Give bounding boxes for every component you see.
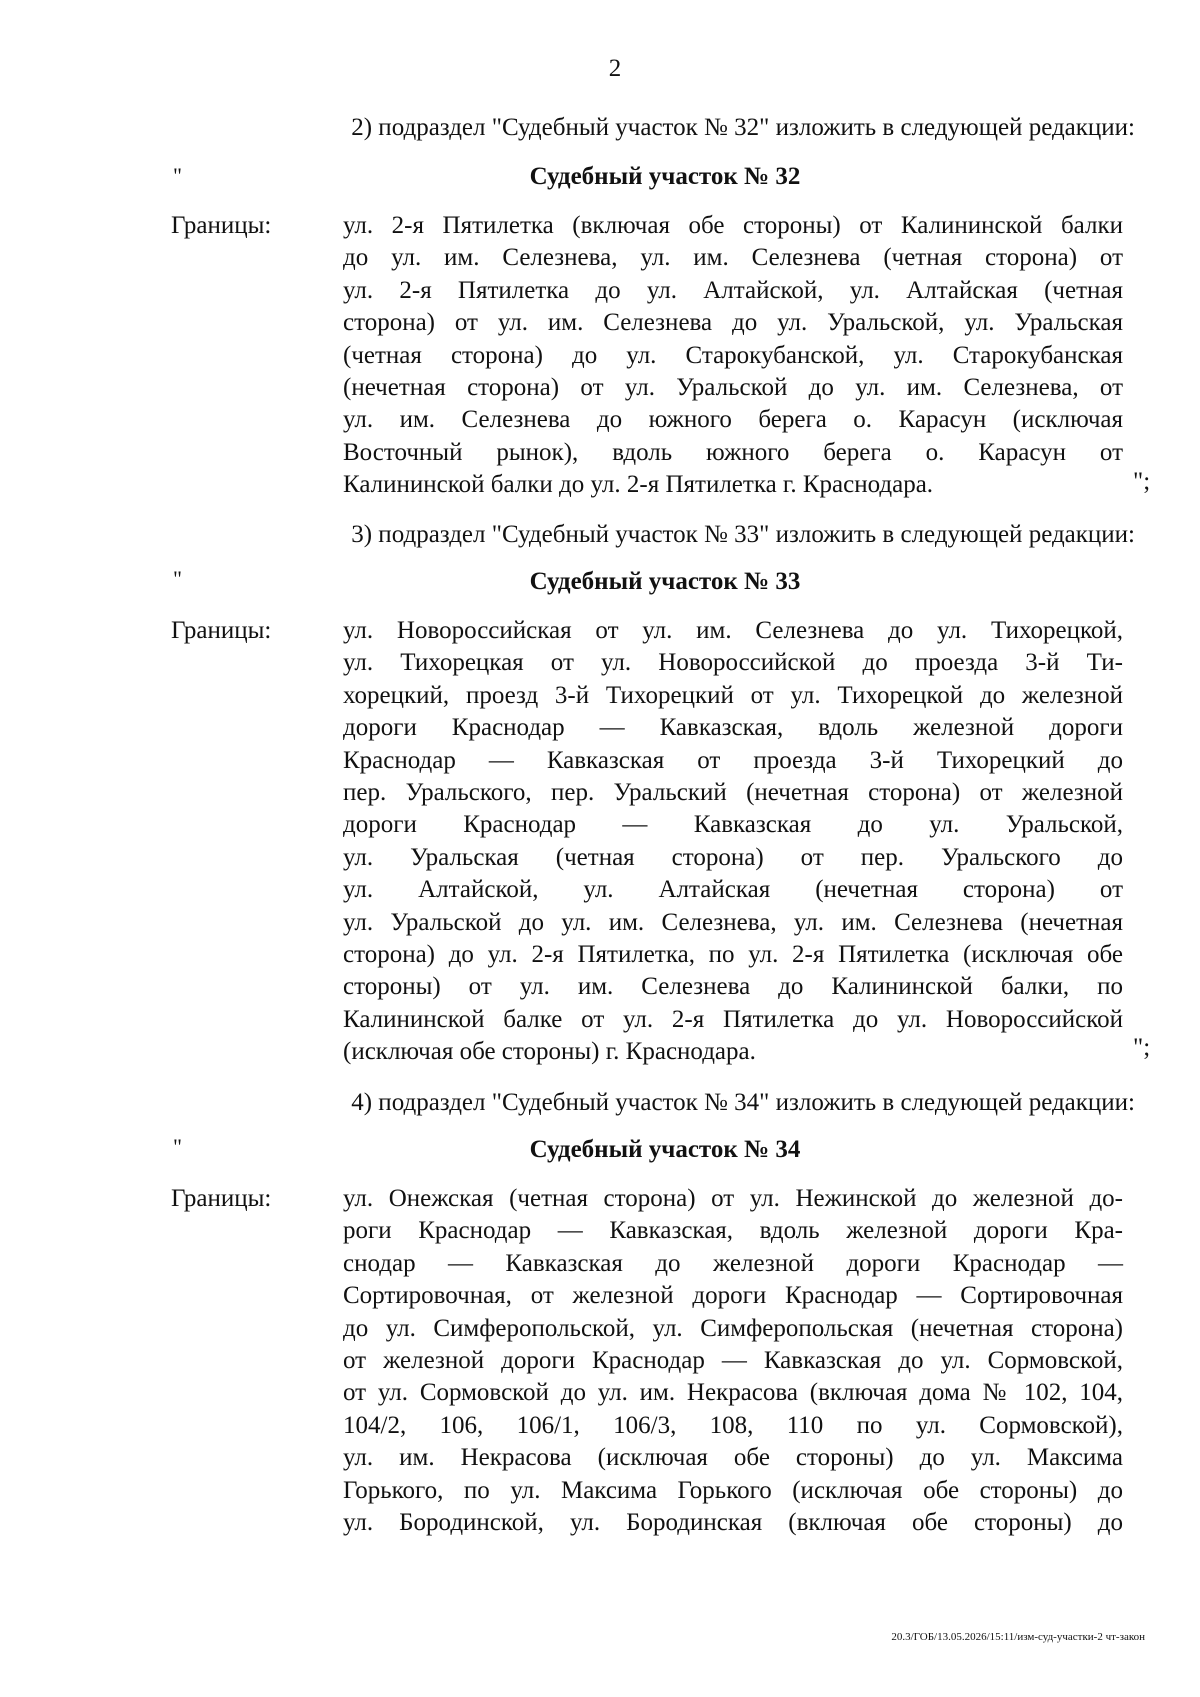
boundary-line: сторона) от ул. им. Селезнева до ул. Уральской, ул. Уральская [343, 309, 1123, 337]
boundary-line: пер. Уральского, пер. Уральский (нечетная сторона) от железной [343, 779, 1123, 807]
boundary-line: Краснодар — Кавказская от проезда 3-й Тихорецкий до [343, 746, 1123, 774]
open-quote: " [173, 1134, 182, 1159]
section-intro-32: 2) подраздел "Судебный участок № 32" изложить в следующей редакции: [351, 114, 1135, 141]
boundary-line: от ул. Сормовской до ул. им. Некрасова (включая дома № 102, 104, [343, 1379, 1123, 1407]
section-intro-34: 4) подраздел "Судебный участок № 34" изложить в следующей редакции: [351, 1089, 1135, 1116]
boundary-line: ул. Онежская (четная сторона) от ул. Нежинской до железной до- [343, 1185, 1123, 1212]
boundary-line: сторона) до ул. 2-я Пятилетка, по ул. 2-я Пятилетка (исключая обе [343, 941, 1123, 969]
section-intro-33: 3) подраздел "Судебный участок № 33" изложить в следующей редакции: [351, 521, 1135, 548]
boundary-line: Горького, по ул. Максима Горького (исключая обе стороны) до [343, 1476, 1123, 1504]
boundary-line: до ул. им. Селезнева, ул. им. Селезнева (четная сторона) от [343, 244, 1123, 272]
section-heading-34: Судебный участок № 34 [529, 1136, 801, 1163]
open-quote: " [173, 566, 182, 591]
boundary-line: ул. Бородинской, ул. Бородинская (включая обе стороны) до [343, 1509, 1123, 1537]
boundary-line: Калининской балки до ул. 2-я Пятилетка г. Краснодара. [343, 471, 934, 499]
boundary-line: ул. 2-я Пятилетка (включая обе стороны) от Калининской балки [343, 212, 1123, 239]
boundary-line: ул. Тихорецкая от ул. Новороссийской до проезда 3-й Ти- [343, 649, 1123, 677]
boundary-line: ул. Алтайской, ул. Алтайская (нечетная сторона) от [343, 876, 1123, 904]
document-footer-code: 20.3/ГОБ/13.05.2026/15:11/изм-суд-участки-2 чт-закон [891, 1631, 1145, 1643]
boundary-line: ул. Новороссийская от ул. им. Селезнева до ул. Тихорецкой, [343, 617, 1123, 644]
boundary-line: ул. 2-я Пятилетка до ул. Алтайской, ул. Алтайская (четная [343, 276, 1123, 304]
boundary-line: Сортировочная, от железной дороги Краснодар — Сортировочная [343, 1282, 1123, 1310]
boundary-line: от железной дороги Краснодар — Кавказская до ул. Сормовской, [343, 1347, 1123, 1375]
boundaries-label: Границы: [171, 212, 272, 239]
boundary-line: хорецкий, проезд 3-й Тихорецкий от ул. Тихорецкой до железной [343, 681, 1123, 709]
closing-quote: "; [1133, 1034, 1151, 1061]
boundary-line: (исключая обе стороны) г. Краснодара. [343, 1038, 756, 1066]
boundary-line: (нечетная сторона) от ул. Уральской до ул. им. Селезнева, от [343, 374, 1123, 402]
boundary-line: дороги Краснодар — Кавказская до ул. Уральской, [343, 811, 1123, 839]
boundary-line: Восточный рынок), вдоль южного берега о. Карасун от [343, 438, 1123, 466]
section-heading-33: Судебный участок № 33 [529, 568, 801, 595]
boundary-line: роги Краснодар — Кавказская, вдоль железной дороги Кра- [343, 1217, 1123, 1245]
boundaries-text-32 [343, 210, 1123, 502]
boundaries-text-34 [343, 1183, 1123, 1539]
boundary-line: Калининской балке от ул. 2-я Пятилетка до ул. Новороссийской [343, 1005, 1123, 1033]
boundaries-text-33 [343, 615, 1123, 1069]
page-number: 2 [608, 55, 622, 82]
boundary-line: ул. им. Селезнева до южного берега о. Карасун (исключая [343, 406, 1123, 434]
section-heading-32: Судебный участок № 32 [529, 163, 801, 190]
boundaries-label: Границы: [171, 617, 272, 644]
boundary-line: до ул. Симферопольской, ул. Симферопольская (нечетная сторона) [343, 1314, 1123, 1342]
boundary-line: стороны) от ул. им. Селезнева до Калининской балки, по [343, 973, 1123, 1001]
boundaries-label: Границы: [171, 1185, 272, 1212]
boundary-line: снодар — Кавказская до железной дороги Краснодар — [343, 1249, 1123, 1277]
boundary-line: ул. Уральская (четная сторона) от пер. Уральского до [343, 843, 1123, 871]
boundary-line: 104/2, 106, 106/1, 106/3, 108, 110 по ул. Сормовской), [343, 1411, 1123, 1439]
open-quote: " [173, 163, 182, 188]
boundary-line: (четная сторона) до ул. Старокубанской, ул. Старокубанская [343, 341, 1123, 369]
boundary-line: дороги Краснодар — Кавказская, вдоль железной дороги [343, 714, 1123, 742]
boundary-line: ул. им. Некрасова (исключая обе стороны) до ул. Максима [343, 1444, 1123, 1472]
boundary-line: ул. Уральской до ул. им. Селезнева, ул. им. Селезнева (нечетная [343, 908, 1123, 936]
closing-quote: "; [1133, 468, 1151, 495]
